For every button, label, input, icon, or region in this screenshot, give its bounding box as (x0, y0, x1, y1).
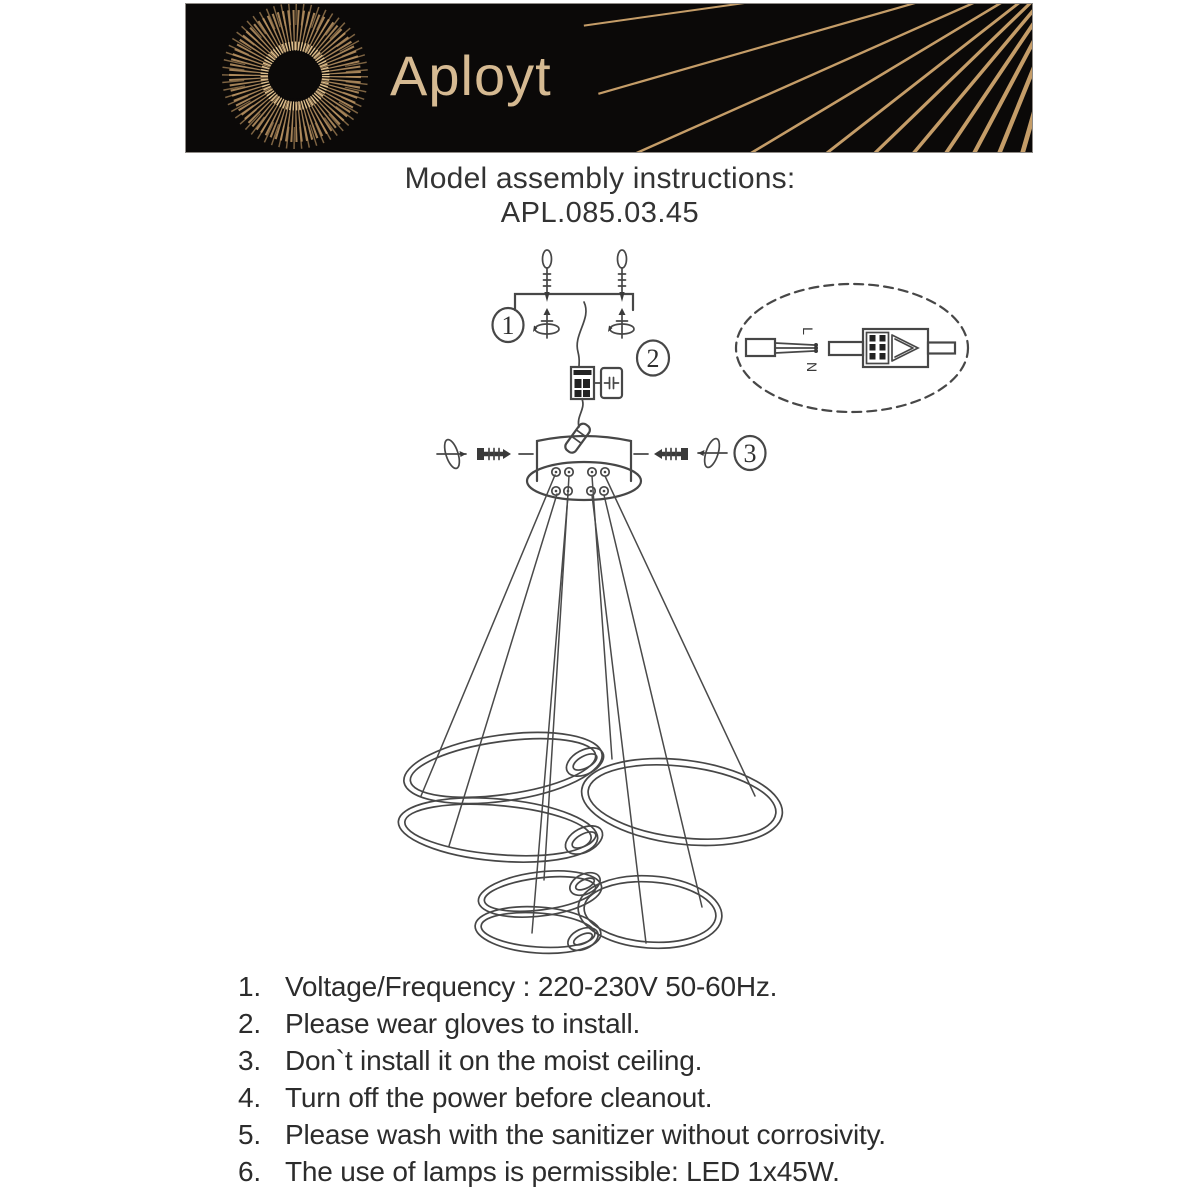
rotation-arrow-icon (698, 437, 727, 469)
ring-link-loop (561, 820, 608, 860)
neutral-wire-label: N (804, 361, 820, 373)
canopy-base-plate (527, 462, 641, 500)
ring-assembly (396, 721, 788, 957)
cable-plug (746, 339, 775, 356)
step1-mounting-bracket-group (493, 250, 635, 342)
canopy-hole-pins (555, 471, 607, 493)
banner-art (186, 4, 1032, 152)
step3-canopy-group (437, 436, 766, 500)
brand-banner (185, 3, 1033, 153)
step-3-badge-label: 3 (743, 439, 757, 468)
instruction-text: Turn off the power before cleanout. (285, 1082, 713, 1113)
brand-logo-text: Aployt (390, 43, 552, 107)
instruction-item (238, 968, 886, 1005)
screw-rotation-icon (533, 308, 559, 338)
connector-wedge (892, 335, 918, 361)
power-wire (577, 302, 586, 367)
instruction-number: 4. (238, 1082, 261, 1113)
ring-large-left-upper (399, 721, 606, 814)
callout-ellipse (736, 284, 968, 412)
wiring-detail-callout (736, 284, 968, 412)
step-1-badge-label: 1 (501, 311, 515, 340)
instruction-text: Please wear gloves to install. (285, 1008, 641, 1039)
canopy-holes (552, 468, 609, 495)
instruction-item (238, 1153, 886, 1190)
instruction-text: Don`t install it on the moist ceiling. (285, 1045, 703, 1076)
cord-grip (563, 422, 592, 455)
wire-clamp-icon (605, 378, 619, 389)
instruction-item (238, 1005, 886, 1042)
rotation-arrow-icon (437, 438, 466, 470)
mounting-bracket (515, 294, 633, 310)
instruction-number: 2. (238, 1008, 261, 1039)
assembly-diagram (0, 240, 1200, 1000)
instruction-text: Voltage/Frequency : 220-230V 50-60Hz. (285, 971, 778, 1002)
instruction-number: 6. (238, 1156, 261, 1187)
instructions-list (238, 968, 886, 1190)
instruction-number: 5. (238, 1119, 261, 1150)
instruction-text: The use of lamps is permissible: LED 1x45W. (285, 1156, 840, 1187)
live-wire-label: L (800, 327, 816, 335)
step-2-badge-label: 2 (646, 344, 660, 373)
screw-icon (654, 448, 688, 460)
instruction-number: 1. (238, 971, 261, 1002)
instruction-item (238, 1042, 886, 1079)
instruction-text: Please wash with the sanitizer without corrosivity. (285, 1119, 886, 1150)
connector-input-stub (829, 342, 863, 355)
instruction-item (238, 1116, 886, 1153)
page-title: Model assembly instructions: (404, 162, 796, 195)
model-number: APL.085.03.45 (500, 197, 700, 229)
connector-output-stub (928, 343, 955, 354)
canopy-cylinder (537, 436, 631, 481)
ring-large-right (577, 748, 788, 856)
screw-rotation-icon (608, 308, 634, 338)
ring-link-loop (564, 923, 601, 955)
instruction-item (238, 1079, 886, 1116)
instruction-number: 3. (238, 1045, 261, 1076)
screw-icon (477, 448, 511, 460)
